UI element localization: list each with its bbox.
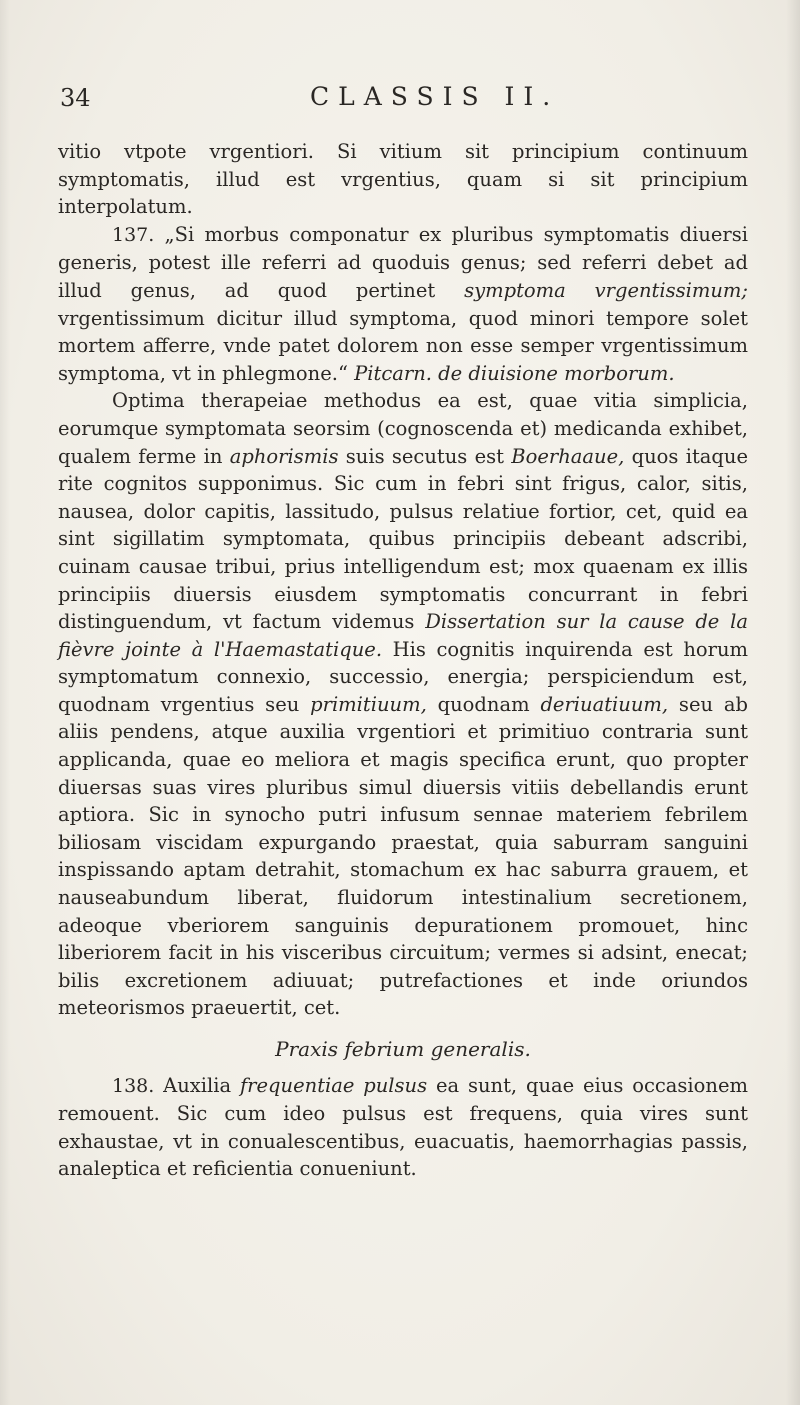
paragraph-number: 137. [112,223,155,246]
author-name: Boerhaaue, [511,444,625,468]
section-title: Praxis febrium generalis. [275,1037,531,1061]
paragraph-text: vrgentissimum dicitur illud symptoma, quod minori tempore solet mortem afferre, vnde patet dolorem non esse semper vrgentissimum symptoma, vt in phlegmone.“ [58,306,748,385]
paragraph-number: 138. [112,1074,155,1097]
emphasis-text: symptoma vrgentissimum; [464,278,748,302]
body-text [58,138,748,1183]
paragraph-138 [58,1072,748,1183]
paragraph-methodus [58,387,748,1022]
page-edge-shadow [786,0,800,1405]
paragraph-text: suis secutus est [338,444,512,468]
page-number: 34 [60,84,91,112]
paragraph-text: seu ab aliis pendens, atque auxilia vrgentiori et primitiuo contraria sunt applicanda, quae eo meliora et magis specifica erunt, quo propter diuersas suas vires pluribus simul diuersis vitiis debellandis erunt aptiora. Sic in synocho putri infusum sennae materiem febrilem biliosam viscidam expurgando praestat, quia saburram sanguini inspissando aptam detrahit, stomachum ex hac saburra grauem, et nauseabundum liberat, fluidorum intestinalium secretionem, adeoque vberiorem sanguinis depurationem promouet, hinc liberiorem facit in his visceribus circuitum; vermes si adsint, enecat; bilis excretionem adiuuat; putrefactiones et inde oriundos meteorismos praeuertit, cet. [58,692,748,1020]
page-header [60,78,740,118]
paragraph-text: quos itaque rite cognitos supponimus. Sic cum in febri sint frigus, calor, sitis, nausea, dolor capitis, lassitudo, pulsus relatiue fortior, cet, quid ea sint sigillatim symptomata, quibus principiis debeant adscribi, cuinam causae tribui, prius intelligendum est; mox quaenam ex illis principiis diuersis eiusdem symptomatis concurrant in febri distinguendum, vt factum videmus [58,444,749,634]
citation-text: Pitcarn. de diuisione morborum. [354,361,675,385]
paragraph-text: Auxilia [154,1073,240,1097]
paragraph-text: „Si morbus componatur ex pluribus symptomatis diuersi generis, potest ille referri ad quoduis genus; sed referri debet ad illud genus, ad quod pertinet [58,222,748,302]
paragraph-137 [58,221,748,388]
emphasis-text: deriuatiuum, [540,692,669,716]
paragraph-text: quodnam [426,692,541,716]
paragraph-text: Optima therapeiae methodus ea est, quae vitia simplicia, eorumque symptomata seorsim (cognoscenda et) medicanda exhibet, qualem ferme in [58,389,748,468]
emphasis-text: frequentiae pulsus [239,1073,428,1097]
citation-text: Dissertation sur la cause de la fièvre jointe à l'Haemastatique. [58,610,748,661]
gutter-shadow [0,0,10,1405]
emphasis-text: aphorismis [229,444,339,468]
running-head: CLASSIS II. [310,82,560,111]
emphasis-text: primitiuum, [310,692,427,716]
paragraph-text: ea sunt, quae eius occasionem remouent. Sic cum ideo pulsus est frequens, quia vires sunt exhaustae, vt in conualescentibus, euacuatis, haemorrhagias passis, analeptica et reficientia conueniunt. [58,1073,748,1181]
paragraph-text: vitio vtpote vrgentiori. Si vitium sit principium continuum symptomatis, illud est vrgentius, quam si sit principium interpolatum. [58,140,748,219]
paragraph-continuation [58,138,748,221]
paragraph-text: His cognitis inquirenda est horum symptomatum connexio, successio, energia; perspiciendum est, quodnam vrgentius seu [58,637,749,716]
